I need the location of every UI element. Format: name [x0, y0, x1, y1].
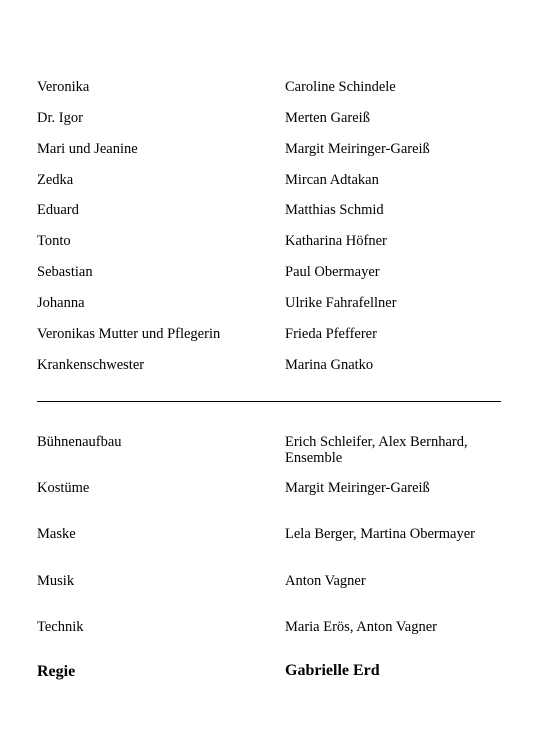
crew-role: Technik — [37, 619, 84, 635]
crew-row — [37, 434, 507, 466]
crew-role: Bühnenaufbau — [37, 434, 122, 450]
cast-row — [37, 233, 507, 251]
cast-role: Tonto — [37, 233, 71, 249]
cast-actor: Matthias Schmid — [285, 202, 384, 218]
cast-role: Mari und Jeanine — [37, 141, 138, 157]
director-name: Gabrielle Erd — [285, 662, 380, 679]
cast-actor: Merten Gareiß — [285, 110, 370, 126]
cast-role: Eduard — [37, 202, 79, 218]
crew-row — [37, 573, 507, 591]
cast-actor: Frieda Pfefferer — [285, 326, 377, 342]
crew-member: Lela Berger, Martina Obermayer — [285, 526, 475, 542]
cast-actor: Ulrike Fahrafellner — [285, 295, 397, 311]
cast-row — [37, 264, 507, 282]
cast-role: Zedka — [37, 172, 74, 188]
crew-member: Maria Erös, Anton Vagner — [285, 619, 437, 635]
crew-member: Margit Meiringer-Gareiß — [285, 480, 430, 496]
cast-actor: Margit Meiringer-Gareiß — [285, 141, 430, 157]
crew-role: Maske — [37, 526, 76, 542]
cast-row — [37, 295, 507, 313]
cast-row — [37, 326, 507, 344]
cast-role: Veronika — [37, 79, 90, 95]
crew-row — [37, 480, 507, 498]
crew-role: Kostüme — [37, 480, 90, 496]
cast-row — [37, 141, 507, 159]
crew-row-regie — [37, 663, 507, 681]
cast-role: Johanna — [37, 295, 85, 311]
crew-role: Musik — [37, 573, 75, 589]
cast-actor: Mircan Adtakan — [285, 172, 379, 188]
cast-role: Veronikas Mutter und Pflegerin — [37, 326, 221, 342]
cast-role: Sebastian — [37, 264, 93, 280]
crew-member: Anton Vagner — [285, 573, 366, 589]
cast-actor: Marina Gnatko — [285, 357, 374, 373]
cast-actor: Katharina Höfner — [285, 233, 387, 249]
cast-actor: Paul Obermayer — [285, 264, 380, 280]
cast-role: Krankenschwester — [37, 357, 145, 373]
section-divider — [37, 401, 501, 402]
cast-row — [37, 110, 507, 128]
cast-row — [37, 79, 507, 97]
cast-actor: Caroline Schindele — [285, 79, 396, 95]
cast-row — [37, 202, 507, 220]
cast-role: Dr. Igor — [37, 110, 83, 126]
cast-row — [37, 172, 507, 190]
director-label: Regie — [37, 663, 76, 680]
crew-row — [37, 619, 507, 637]
cast-row — [37, 357, 507, 375]
crew-row — [37, 526, 507, 544]
crew-member: Erich Schleifer, Alex Bernhard, Ensemble — [285, 434, 468, 466]
